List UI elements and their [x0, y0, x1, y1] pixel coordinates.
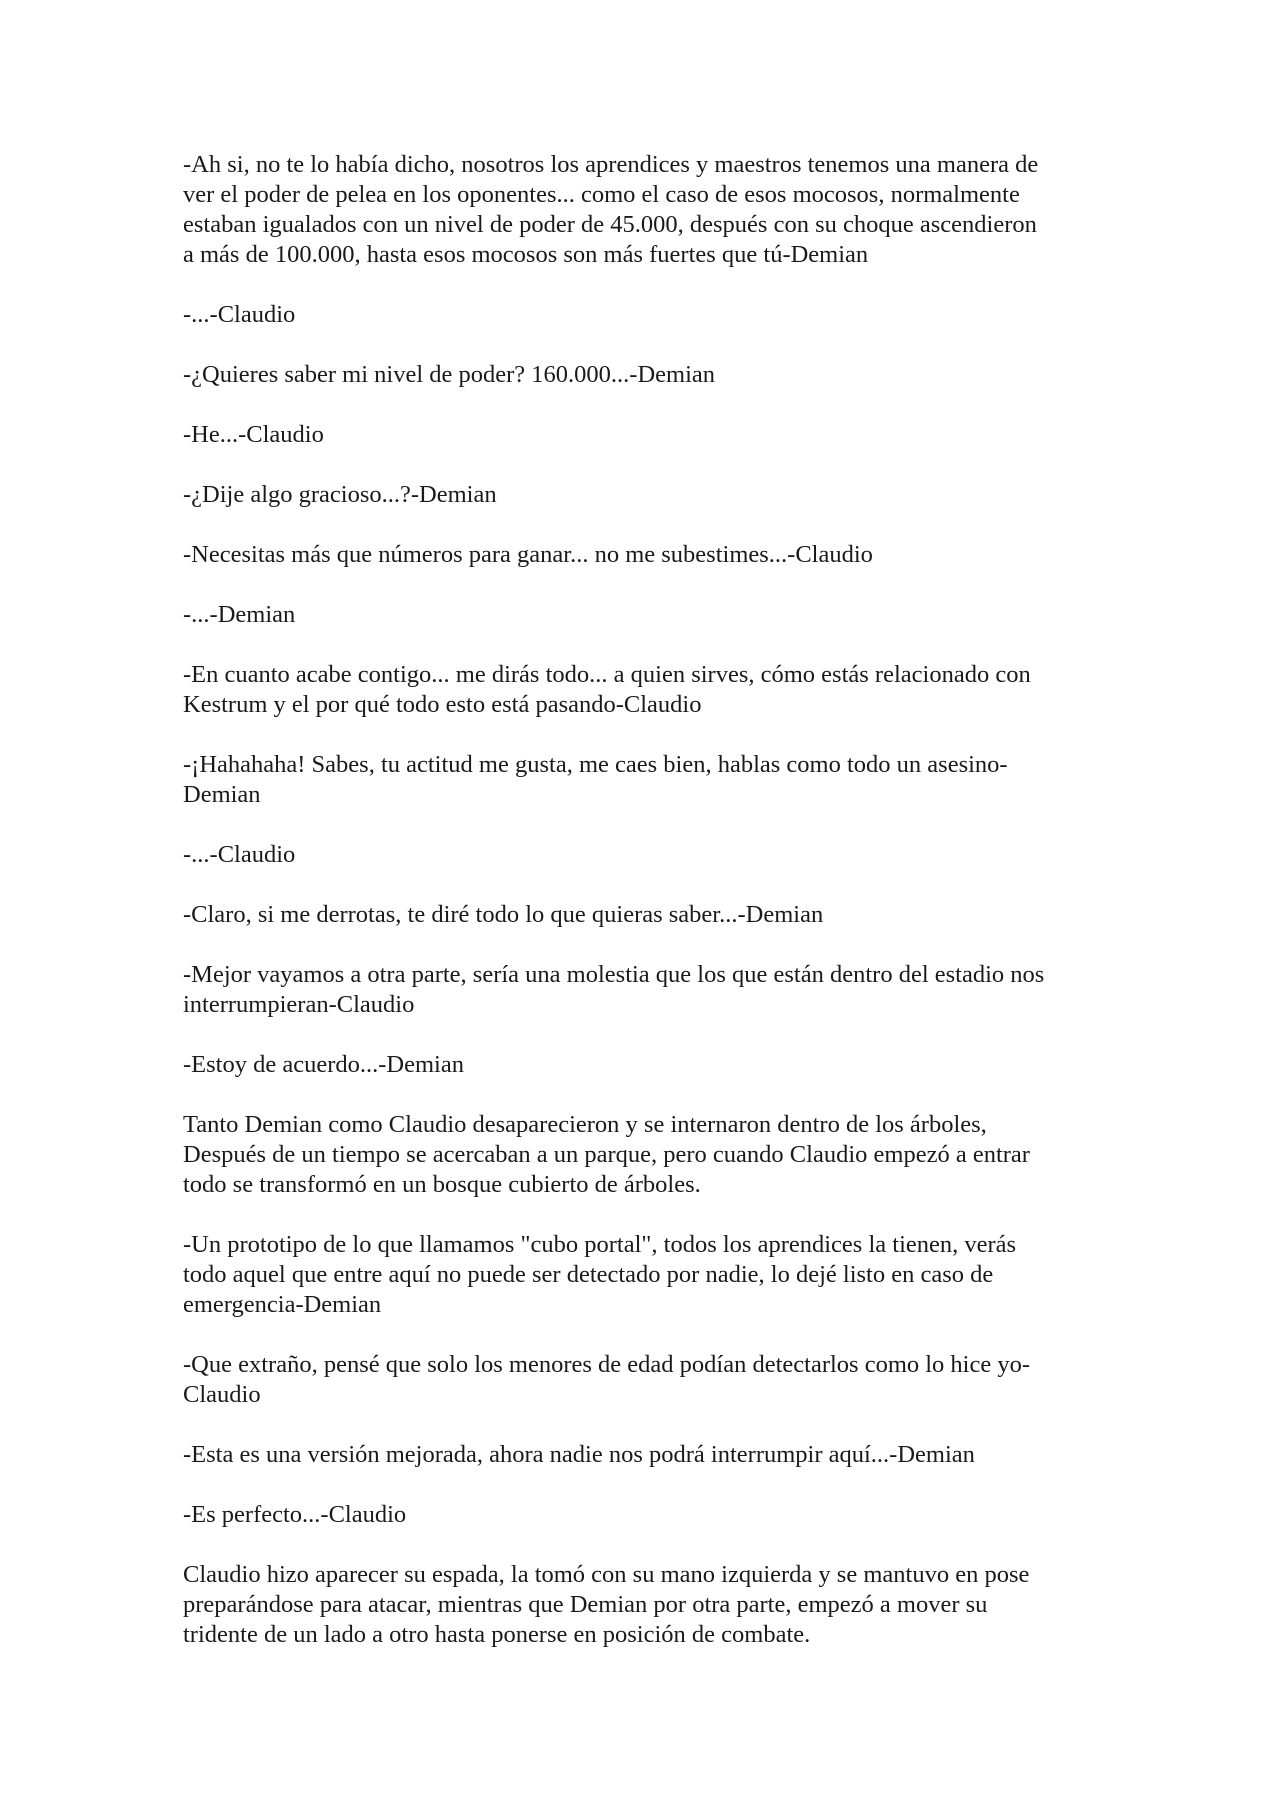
paragraph-13: -Estoy de acuerdo...-Demian [183, 1051, 464, 1078]
paragraph-10: -...-Claudio [183, 841, 296, 868]
paragraph-14: Tanto Demian como Claudio desaparecieron y se internaron dentro de los árboles, Después de un tiempo se acercaban a un parque, pero cuando Claudio empezó a entrar todo se transformó en un bosque cubierto de árboles. [183, 1111, 1030, 1198]
paragraph-7: -...-Demian [183, 601, 296, 628]
paragraph-12: -Mejor vayamos a otra parte, sería una molestia que los que están dentro del estadio nos interrumpieran-Claudio [183, 961, 1045, 1018]
paragraph-6: -Necesitas más que números para ganar... no me subestimes...-Claudio [183, 541, 873, 568]
paragraph-2: -...-Claudio [183, 301, 296, 328]
paragraph-15: -Un prototipo de lo que llamamos "cubo portal", todos los aprendices la tienen, verás todo aquel que entre aquí no puede ser detectado por nadie, lo dejé listo en caso de emergencia-Demian [183, 1231, 1017, 1318]
paragraph-9: -¡Hahahaha! Sabes, tu actitud me gusta, me caes bien, hablas como todo un asesino- Demian [183, 751, 1008, 808]
paragraph-16: -Que extraño, pensé que solo los menores de edad podían detectarlos como lo hice yo- Claudio [183, 1351, 1031, 1408]
paragraph-19: Claudio hizo aparecer su espada, la tomó con su mano izquierda y se mantuvo en pose preparándose para atacar, mientras que Demian por otra parte, empezó a mover su tridente de un lado a otro hasta ponerse en posición de combate. [183, 1561, 1030, 1648]
paragraph-17: -Esta es una versión mejorada, ahora nadie nos podrá interrumpir aquí...-Demian [183, 1441, 975, 1468]
paragraph-4: -He...-Claudio [183, 421, 324, 448]
paragraph-18: -Es perfecto...-Claudio [183, 1501, 407, 1528]
paragraph-5: -¿Dije algo gracioso...?-Demian [183, 481, 497, 508]
document-page [183, 150, 1103, 1680]
paragraph-1: -Ah si, no te lo había dicho, nosotros los aprendices y maestros tenemos una manera de ver el poder de pelea en los oponentes... como el caso de esos mocosos, normalmente estaban igualados con un nivel de poder de 45.000, después con su choque ascendieron a más de 100.000, hasta esos mocosos son más fuertes que tú-Demian [183, 151, 1039, 268]
paragraph-8: -En cuanto acabe contigo... me dirás todo... a quien sirves, cómo estás relacionado con Kestrum y el por qué todo esto está pasando-Claudio [183, 661, 1031, 718]
paragraph-3: -¿Quieres saber mi nivel de poder? 160.000...-Demian [183, 361, 716, 388]
paragraph-11: -Claro, si me derrotas, te diré todo lo que quieras saber...-Demian [183, 901, 824, 928]
